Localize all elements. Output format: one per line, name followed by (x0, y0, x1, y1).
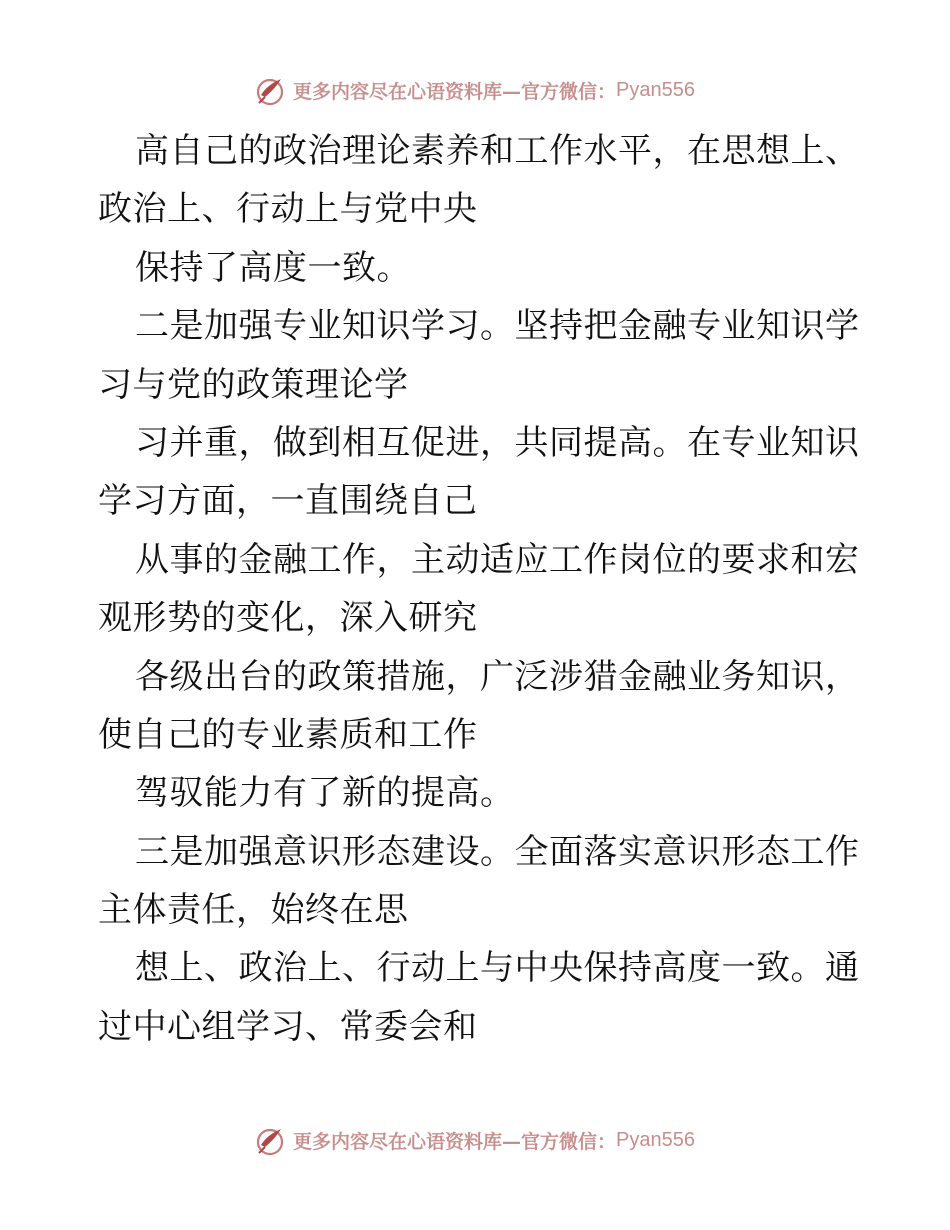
text-line: 习与党的政策理论学 (98, 364, 409, 405)
text-line: 高自己的政治理论素养和工作水平，在思想上、 (135, 131, 860, 171)
text-line: 各级出台的政策措施，广泛涉猎金融业务知识， (135, 656, 860, 697)
text-line: 观形势的变化，深入研究 (98, 598, 478, 639)
footer-watermark (0, 1120, 950, 1160)
text-line: 使自己的专业素质和工作 (98, 714, 478, 755)
document-body (98, 122, 858, 1056)
text-line: 政治上、行动上与党中央 (98, 189, 478, 230)
text-line: 想上、政治上、行动上与中央保持高度一致。通 (135, 948, 860, 989)
watermark-id: Pyan556 (616, 78, 695, 101)
watermark-text: 更多内容尽在心语资料库—官方微信： (293, 80, 617, 103)
watermark-id: Pyan556 (616, 1128, 695, 1151)
text-line: 学习方面，一直围绕自己 (98, 481, 478, 522)
text-line: 从事的金融工作，主动适应工作岗位的要求和宏 (135, 539, 860, 580)
text-line: 二是加强专业知识学习。坚持把金融专业知识学 (135, 306, 860, 347)
text-line: 保持了高度一致。 (135, 247, 411, 288)
quill-logo-icon (255, 1123, 289, 1157)
text-line: 驾驭能力有了新的提高。 (135, 773, 515, 814)
text-line: 习并重，做到相互促进，共同提高。在专业知识 (135, 422, 860, 463)
text-line: 主体责任，始终在思 (98, 890, 409, 931)
text-line: 三是加强意识形态建设。全面落实意识形态工作 (135, 831, 860, 872)
watermark-text: 更多内容尽在心语资料库—官方微信： (293, 1130, 617, 1153)
header-watermark (0, 70, 950, 110)
quill-logo-icon (255, 73, 289, 107)
text-line: 过中心组学习、常委会和 (98, 1006, 478, 1047)
